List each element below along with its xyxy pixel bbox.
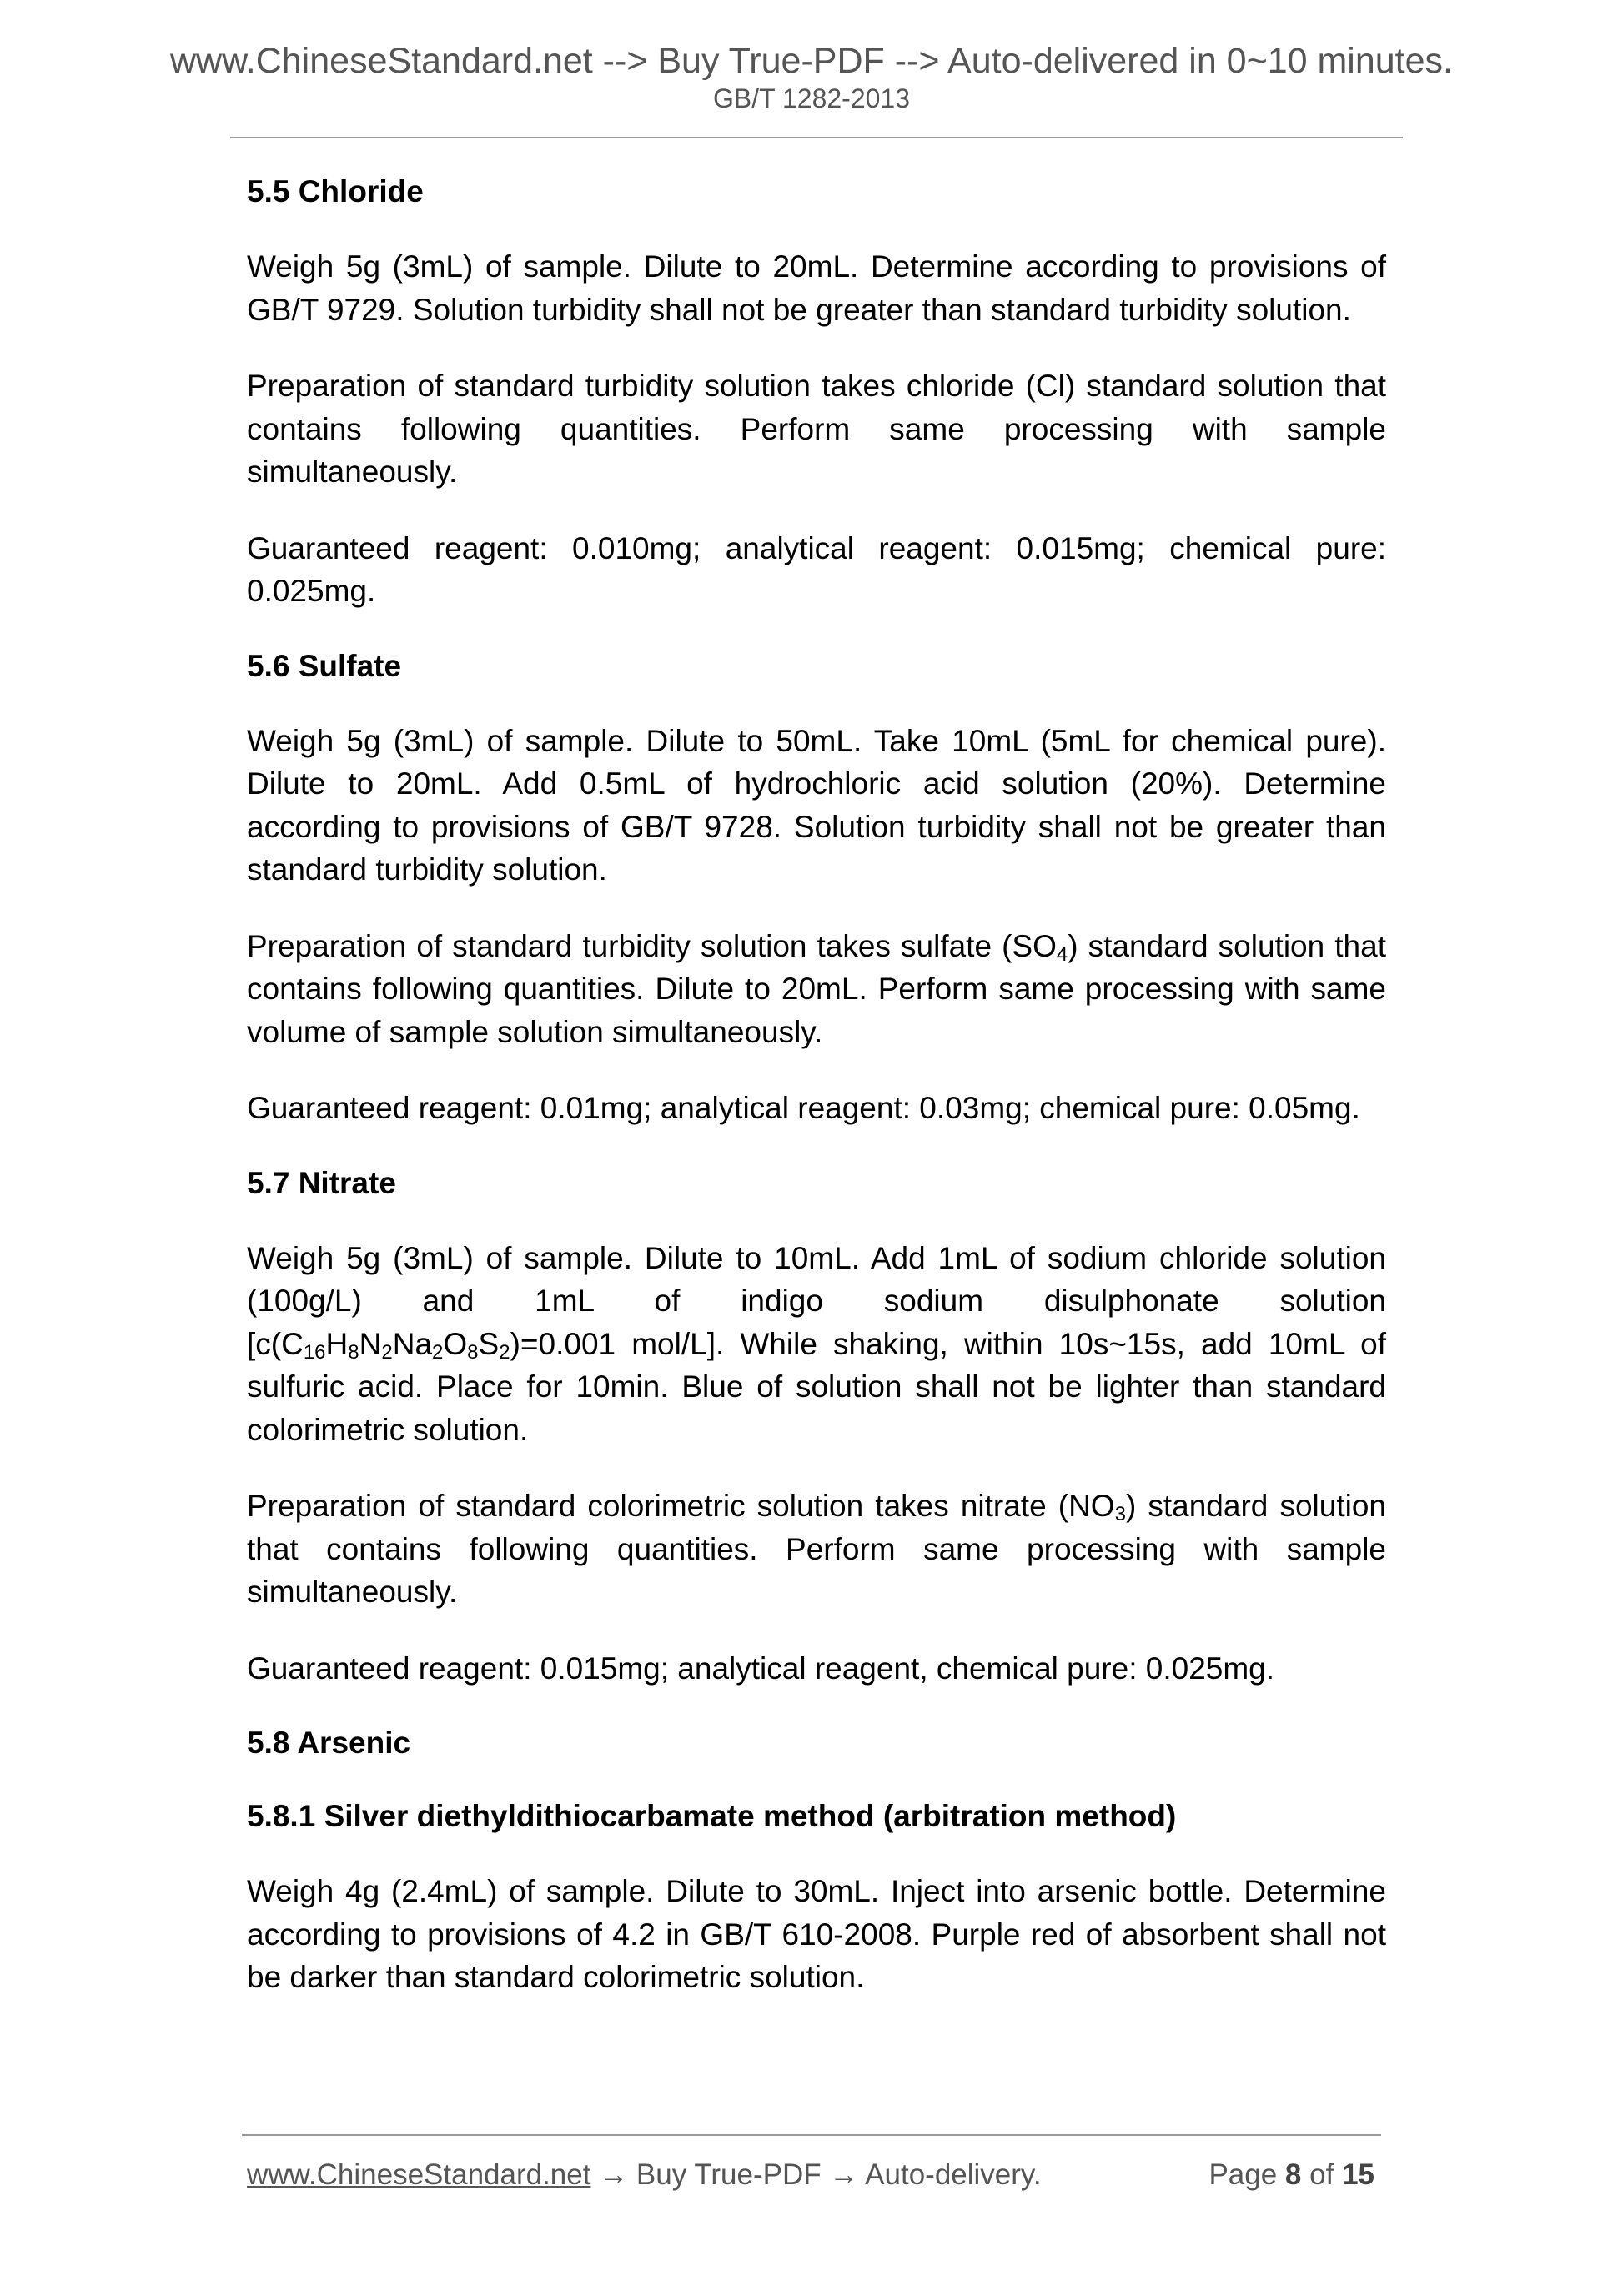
- section-heading-nitrate: 5.7 Nitrate: [247, 1165, 396, 1200]
- paragraph-arsenic-method: Weigh 4g (2.4mL) of sample. Dilute to 30mL. Inject into arsenic bottle. Determine according to provisions of 4.2 in GB/T 610-2008. Purple red of absorbent shall not be darker than standard colorimetric solution.: [247, 1874, 1386, 1995]
- paragraph-nitrate-method: Weigh 5g (3mL) of sample. Dilute to 10mL. Add 1mL of sodium chloride solution (100g/L) and 1mL of indigo sodium disulphonate solution [$c(C_{16}H_8N_2Na_2O_8S_2)=0.001$ mol/L]. While shaking, within 10s~15s, add 10mL of sulfuric acid. Place for 10min. Blue of solution shall not be lighter than standard colorimetric solution.: [247, 1240, 1386, 1447]
- paragraph-sulfate-quantities: Guaranteed reagent: 0.01mg; analytical reagent: 0.03mg; chemical pure: 0.05mg.: [247, 1091, 1360, 1126]
- document-body: [247, 172, 1386, 2032]
- paragraph-sulfate-method: Weigh 5g (3mL) of sample. Dilute to 50mL. Take 10mL (5mL for chemical pure). Dilute to 20mL. Add 0.5mL of hydrochloric acid solution (20%). Determine according to provisions of GB/T 9728. Solution turbidity shall not be greater than standard turbidity solution.: [247, 723, 1386, 887]
- header-banner: www.ChineseStandard.net --> Buy True-PDF --> Auto-delivered in 0~10 minutes.: [169, 41, 1453, 81]
- page-number: Page 8 of 15: [1208, 2158, 1374, 2191]
- paragraph-nitrate-quantities: Guaranteed reagent: 0.015mg; analytical reagent, chemical pure: 0.025mg.: [247, 1650, 1275, 1686]
- subsection-heading-arsenic-method: 5.8.1 Silver diethyldithiocarbamate method (arbitration method): [247, 1799, 1177, 1834]
- footer-text: [247, 2160, 1042, 2189]
- section-heading-chloride: 5.5 Chloride: [247, 174, 424, 208]
- standard-number: GB/T 1282-2013: [712, 83, 910, 113]
- section-heading-arsenic: 5.8 Arsenic: [247, 1726, 411, 1761]
- header-divider: [230, 137, 1403, 138]
- footer-site-link[interactable]: www.ChineseStandard.net: [247, 2158, 591, 2191]
- section-heading-sulfate: 5.6 Sulfate: [247, 648, 402, 683]
- paragraph-nitrate-standard: Preparation of standard colorimetric solution takes nitrate $(NO_3)$ standard solution that contains following quantities. Perform same processing with sample simultaneously.: [247, 1489, 1386, 1610]
- footer-divider: [242, 2134, 1381, 2136]
- paragraph-sulfate-standard: Preparation of standard turbidity solution takes sulfate $(SO_4)$ standard solution that contains following quantities. Dilute to 20mL. Perform same processing with same volume of sample solution simultaneously.: [247, 928, 1386, 1049]
- paragraph-chloride-method: Weigh 5g (3mL) of sample. Dilute to 20mL. Determine according to provisions of GB/T 9729. Solution turbidity shall not be greater than standard turbidity solution.: [247, 249, 1386, 327]
- footer-tail: → Buy True-PDF → Auto-delivery.: [590, 2158, 1042, 2191]
- paragraph-chloride-quantities: Guaranteed reagent: 0.010mg; analytical reagent: 0.015mg; chemical pure: 0.025mg.: [247, 530, 1386, 609]
- paragraph-chloride-standard: Preparation of standard turbidity solution takes chloride (Cl) standard solution that contains following quantities. Perform same processing with sample simultaneously.: [247, 369, 1386, 490]
